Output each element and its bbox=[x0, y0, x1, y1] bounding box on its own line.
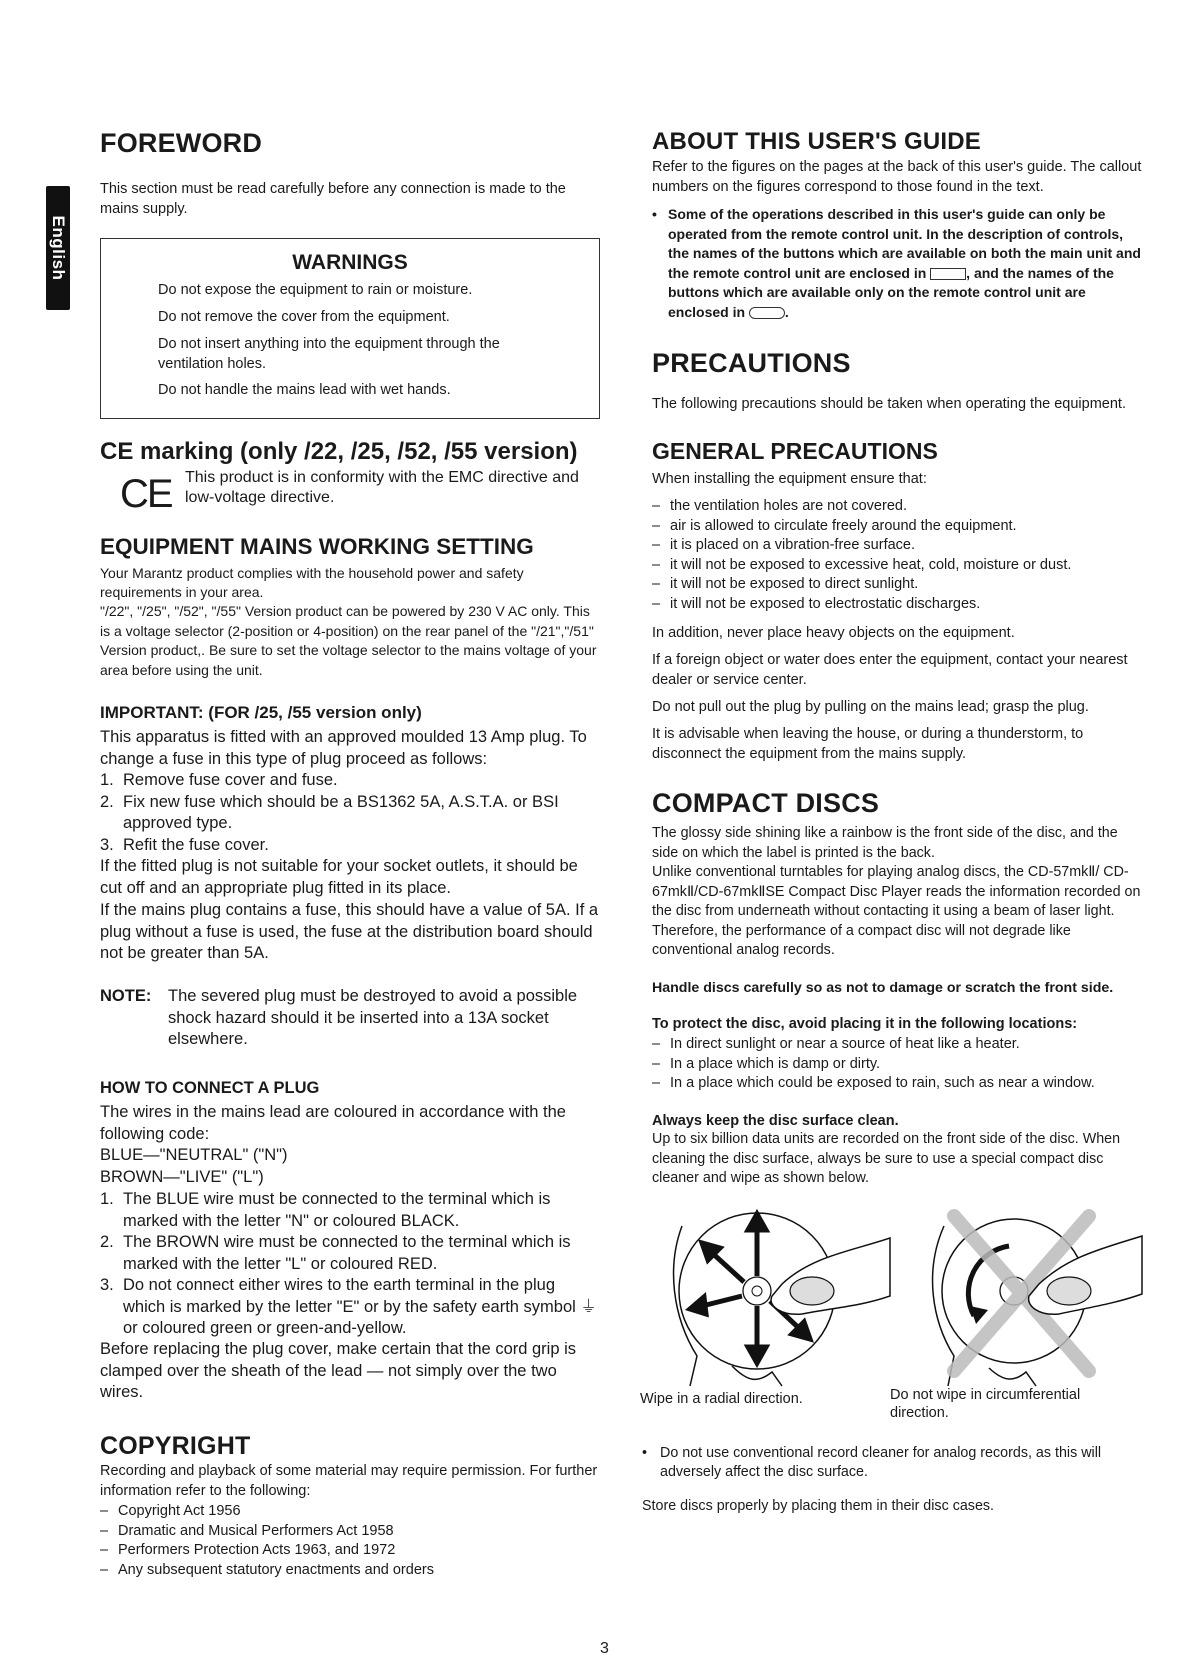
discs-handle: Handle discs carefully so as not to damage or scratch the front side. bbox=[652, 980, 1114, 996]
important-after2: If the mains plug contains a fuse, this should have a value of 5A. If a plug without a fuse is used, the fuse at the distribution board should not be greater than 5A. bbox=[100, 901, 599, 962]
caption-radial: Wipe in a radial direction. bbox=[640, 1391, 803, 1407]
copyright-list bbox=[100, 1502, 600, 1580]
important-title: IMPORTANT: (FOR /25, /55 version only) bbox=[100, 703, 422, 722]
code-blue: BLUE—"NEUTRAL" ("N") bbox=[100, 1146, 288, 1164]
mains-title: EQUIPMENT MAINS WORKING SETTING bbox=[100, 534, 534, 559]
general-p2: If a foreign object or water does enter the equipment, contact your nearest dealer or service center. bbox=[652, 652, 1128, 688]
caption-circular: Do not wipe in circumferential direction. bbox=[890, 1387, 1081, 1421]
list-item: – In a place which is damp or dirty. bbox=[652, 1055, 1147, 1075]
warnings-box bbox=[100, 238, 600, 419]
list-item: 2. Fix new fuse which should be a BS1362 5A, A.S.T.A. or BSI approved type. bbox=[100, 792, 559, 832]
code-brown: BROWN—"LIVE" ("L") bbox=[100, 1168, 264, 1186]
connect-title: HOW TO CONNECT A PLUG bbox=[100, 1079, 320, 1097]
ce-text: This product is in conformity with the EMC directive and low-voltage directive. bbox=[185, 469, 579, 506]
general-intro: When installing the equipment ensure that: bbox=[652, 471, 927, 487]
list-item: – Dramatic and Musical Performers Act 1958 bbox=[100, 1522, 600, 1542]
about-intro: Refer to the figures on the pages at the back of this user's guide. The callout numbers on the figures correspond to those found in the text. bbox=[652, 159, 1142, 195]
precautions-title: PRECAUTIONS bbox=[652, 348, 851, 378]
general-p3: Do not pull out the plug by pulling on the mains lead; grasp the plug. bbox=[652, 699, 1089, 715]
protect-list bbox=[652, 1035, 1147, 1094]
radial-wipe-illustration bbox=[662, 1196, 892, 1391]
connect-steps bbox=[100, 1189, 600, 1340]
about-title: ABOUT THIS USER'S GUIDE bbox=[652, 128, 981, 155]
mains-para2: "/22", "/25", "/52", "/55" Version product can be powered by 230 V AC only. This is a voltage selector (2-position or 4-position) on the rear panel of the "/21","/51" Version product,. Be sure to set the voltage selector to the mains voltage of your area before using the unit. bbox=[100, 603, 597, 678]
general-p4: It is advisable when leaving the house, or during a thunderstorm, to disconnect the equipment from the mains supply. bbox=[652, 726, 1084, 762]
store-text: Store discs properly by placing them in their disc cases. bbox=[642, 1498, 995, 1514]
discs-title: COMPACT DISCS bbox=[652, 788, 880, 818]
list-item: – it will not be exposed to electrostatic discharges. bbox=[652, 595, 1147, 615]
main-and-remote-button-frame-icon bbox=[930, 268, 966, 280]
list-item: 3. Refit the fuse cover. bbox=[100, 835, 269, 854]
note-text: The severed plug must be destroyed to avoid a possible shock hazard should it be inserted into a 13A socket elsewhere. bbox=[168, 987, 578, 1048]
precautions-intro: The following precautions should be taken when operating the equipment. bbox=[652, 396, 1126, 412]
cleaner-bullet: • Do not use conventional record cleaner for analog records, as this will adversely affect the disc surface. bbox=[642, 1445, 1102, 1480]
list-item: – air is allowed to circulate freely around the equipment. bbox=[652, 517, 1147, 537]
connect-intro: The wires in the mains lead are coloured in accordance with the following code: bbox=[100, 1103, 566, 1143]
clean-text: Up to six billion data units are recorded on the front side of the disc. When cleaning the disc surface, always be sure to use a special compact disc cleaner and wipe as shown below. bbox=[652, 1131, 1121, 1186]
list-item: – the ventilation holes are not covered. bbox=[652, 497, 1147, 517]
general-list bbox=[652, 497, 1147, 614]
page-number: 3 bbox=[600, 1640, 609, 1657]
fuse-steps bbox=[100, 770, 600, 856]
list-item: 2. The BROWN wire must be connected to the terminal which is marked with the letter "L" or coloured RED. bbox=[100, 1233, 571, 1273]
copyright-title: COPYRIGHT bbox=[100, 1432, 251, 1460]
warning-item: Do not expose the equipment to rain or moisture. bbox=[158, 282, 473, 298]
foreword-title: FOREWORD bbox=[100, 128, 263, 158]
connect-outro: Before replacing the plug cover, make certain that the cord grip is clamped over the sheath of the lead — not simply over the two wires. bbox=[100, 1340, 577, 1401]
list-item: – Performers Protection Acts 1963, and 1972 bbox=[100, 1541, 600, 1561]
general-title: GENERAL PRECAUTIONS bbox=[652, 438, 938, 464]
list-item: 3. Do not connect either wires to the earth terminal in the plug which is marked by the letter "E" or by the safety earth symbol ⏚ or coloured green or green-and-yellow. bbox=[100, 1276, 597, 1337]
warning-item: Do not remove the cover from the equipment. bbox=[158, 309, 450, 325]
list-item: – In direct sunlight or near a source of heat like a heater. bbox=[652, 1035, 1147, 1055]
protect-title: To protect the disc, avoid placing it in the following locations: bbox=[652, 1016, 1078, 1032]
language-tab bbox=[46, 186, 70, 310]
ce-mark-icon: CE bbox=[120, 472, 172, 516]
copyright-intro: Recording and playback of some material may require permission. For further information refer to the following: bbox=[100, 1463, 598, 1499]
important-after1: If the fitted plug is not suitable for your socket outlets, it should be cut off and an appropriate plug fitted in its place. bbox=[100, 857, 578, 897]
discs-p1: The glossy side shining like a rainbow is the front side of the disc, and the side on which the label is printed is the back. bbox=[652, 825, 1118, 861]
list-item: – Copyright Act 1956 bbox=[100, 1502, 600, 1522]
general-p1: In addition, never place heavy objects on the equipment. bbox=[652, 625, 1015, 641]
warning-item: Do not handle the mains lead with wet hands. bbox=[158, 382, 451, 398]
circular-wipe-illustration bbox=[914, 1196, 1144, 1391]
list-item: – it will not be exposed to excessive heat, cold, moisture or dust. bbox=[652, 556, 1147, 576]
important-intro: This apparatus is fitted with an approved moulded 13 Amp plug. To change a fuse in this type of plug proceed as follows: bbox=[100, 728, 587, 768]
foreword-intro: This section must be read carefully before any connection is made to the mains supply. bbox=[100, 181, 566, 217]
ce-title: CE marking (only /22, /25, /52, /55 version) bbox=[100, 438, 578, 465]
about-bullet: • Some of the operations described in this user's guide can only be operated from the remote control unit. In the description of controls, the names of the buttons which are available on both the main unit and the remote control unit are enclosed in , and the names of the buttons which are available only on the remote control unit are enclosed in . bbox=[652, 206, 1141, 320]
list-item: – In a place which could be exposed to rain, such as near a window. bbox=[652, 1074, 1147, 1094]
warning-item: Do not insert anything into the equipment through the ventilation holes. bbox=[158, 336, 500, 372]
list-item: 1. Remove fuse cover and fuse. bbox=[100, 771, 338, 789]
mains-para1: Your Marantz product complies with the household power and safety requirements in your area. bbox=[100, 565, 524, 600]
note-label: NOTE: bbox=[100, 987, 152, 1005]
discs-p2: Unlike conventional turntables for playing analog discs, the CD-57mkⅡ/ CD-67mkⅡ/CD-67mkⅡSE Compact Disc Player reads the information recorded on the disc from underneath without contacting it using a beam of laser light. Therefore, the performance of a compact disc will not degrade like conventional analog records. bbox=[652, 864, 1141, 958]
list-item: – it will not be exposed to direct sunlight. bbox=[652, 575, 1147, 595]
language-tab-label: English bbox=[49, 215, 68, 281]
list-item: – Any subsequent statutory enactments and orders bbox=[100, 1561, 600, 1581]
list-item: – it is placed on a vibration-free surface. bbox=[652, 536, 1147, 556]
clean-title: Always keep the disc surface clean. bbox=[652, 1113, 899, 1129]
warnings-title: WARNINGS bbox=[292, 251, 408, 274]
remote-only-button-frame-icon bbox=[749, 307, 785, 319]
list-item: 1. The BLUE wire must be connected to the terminal which is marked with the letter "N" or coloured BLACK. bbox=[100, 1190, 551, 1230]
